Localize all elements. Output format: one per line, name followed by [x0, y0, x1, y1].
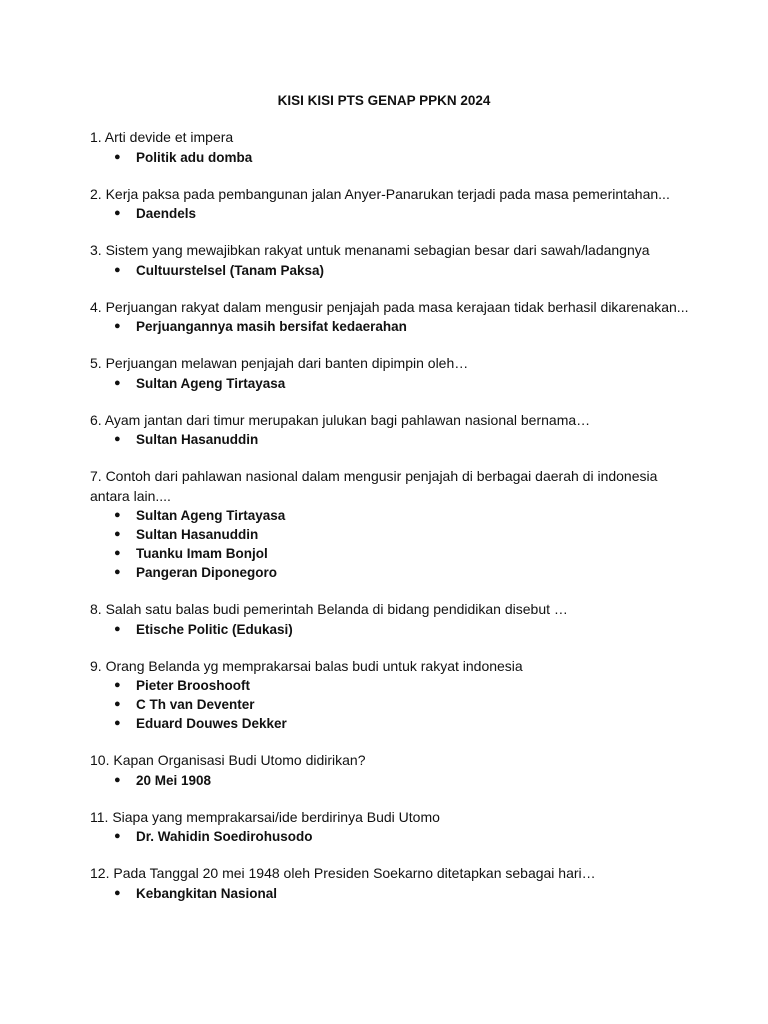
answer-list — [90, 771, 690, 790]
answer-item — [90, 563, 690, 582]
answer-text: Pangeran Diponegoro — [136, 565, 278, 580]
question-item-9 — [90, 657, 690, 734]
bullet-icon: ● — [114, 376, 121, 389]
bullet-icon: ● — [114, 207, 121, 219]
bullet-icon: ● — [114, 698, 121, 710]
answer-text: Kebangkitan Nasional — [136, 885, 278, 901]
question-text: 4. Perjuangan rakyat dalam mengusir penjajah pada masa kerajaan tidak berhasil dikarenakan... — [90, 298, 689, 315]
bullet-icon: ● — [114, 830, 121, 842]
answer-item — [90, 771, 690, 790]
question-item-3 — [90, 241, 690, 280]
bullet-icon: ● — [114, 150, 121, 163]
answer-text: Sultan Ageng Tirtayasa — [136, 508, 286, 523]
answer-text: Tuanku Imam Bonjol — [136, 546, 268, 561]
answer-list — [90, 884, 690, 903]
answer-text: Dr. Wahidin Soedirohusodo — [136, 829, 313, 844]
answer-item — [90, 676, 690, 695]
answer-text: Sultan Hasanuddin — [136, 432, 259, 447]
answer-item — [90, 695, 690, 714]
question-item-12 — [90, 864, 690, 903]
question-text: 7. Contoh dari pahlawan nasional dalam mengusir penjajah di berbagai daerah di indonesia antara lain.... — [90, 468, 658, 504]
question-item-8 — [90, 600, 690, 639]
answer-list — [90, 506, 690, 582]
answer-item — [90, 148, 690, 167]
question-item-1 — [90, 128, 690, 167]
question-text: 12. Pada Tanggal 20 mei 1948 oleh Presiden Soekarno ditetapkan sebagai hari… — [90, 865, 596, 881]
bullet-icon: ● — [114, 886, 121, 899]
question-text: 1. Arti devide et impera — [90, 129, 234, 145]
question-item-4 — [90, 298, 690, 337]
question-text: 6. Ayam jantan dari timur merupakan julukan bagi pahlawan nasional bernama… — [90, 411, 591, 428]
bullet-icon: ● — [114, 622, 121, 635]
question-text: 9. Orang Belanda yg memprakarsai balas budi untuk rakyat indonesia — [90, 657, 523, 674]
question-item-7 — [90, 467, 690, 582]
bullet-icon: ● — [114, 528, 121, 540]
answer-list — [90, 204, 690, 223]
answer-item — [90, 620, 690, 639]
answer-item — [90, 827, 690, 846]
answer-item — [90, 204, 690, 223]
bullet-icon: ● — [114, 433, 121, 445]
answer-text: Sultan Hasanuddin — [136, 527, 259, 542]
answer-item — [90, 884, 690, 903]
answer-list — [90, 827, 690, 846]
answer-item — [90, 525, 690, 544]
answer-item — [90, 261, 690, 280]
question-item-5 — [90, 354, 690, 393]
document-title: KISI KISI PTS GENAP PPKN 2024 — [277, 93, 491, 108]
bullet-icon: ● — [114, 263, 121, 276]
answer-list — [90, 317, 690, 336]
answer-text: Daendels — [136, 206, 197, 221]
answer-list — [90, 620, 690, 639]
answer-item — [90, 374, 690, 393]
question-item-11 — [90, 808, 690, 847]
bullet-icon: ● — [114, 547, 121, 559]
answer-text: 20 Mei 1908 — [136, 772, 212, 788]
bullet-icon: ● — [114, 509, 121, 521]
answer-text: Politik adu domba — [136, 149, 253, 165]
answer-text: Eduard Douwes Dekker — [136, 716, 287, 731]
question-list — [90, 128, 690, 921]
answer-text: Etische Politic (Edukasi) — [136, 621, 293, 637]
question-text: 3. Sistem yang mewajibkan rakyat untuk menanami sebagian besar dari sawah/ladangnya — [90, 242, 650, 258]
question-text: 10. Kapan Organisasi Budi Utomo didirikan? — [90, 752, 366, 768]
answer-text: Cultuurstelsel (Tanam Paksa) — [136, 262, 325, 278]
answer-text: Perjuangannya masih bersifat kedaerahan — [136, 319, 407, 334]
answer-text: C Th van Deventer — [136, 697, 255, 712]
question-item-2 — [90, 185, 690, 224]
answer-list — [90, 374, 690, 393]
question-text: 8. Salah satu balas budi pemerintah Belanda di bidang pendidikan disebut … — [90, 601, 568, 617]
question-item-10 — [90, 751, 690, 790]
question-text: 5. Perjuangan melawan penjajah dari banten dipimpin oleh… — [90, 355, 469, 371]
answer-text: Pieter Brooshooft — [136, 678, 251, 693]
answer-list — [90, 148, 690, 167]
answer-list — [90, 261, 690, 280]
answer-list — [90, 676, 690, 733]
bullet-icon: ● — [114, 773, 121, 786]
answer-text: Sultan Ageng Tirtayasa — [136, 375, 286, 391]
answer-item — [90, 544, 690, 563]
bullet-icon: ● — [114, 679, 121, 691]
bullet-icon: ● — [114, 566, 121, 578]
answer-item — [90, 714, 690, 733]
answer-item — [90, 317, 690, 336]
question-text: 2. Kerja paksa pada pembangunan jalan Anyer-Panarukan terjadi pada masa pemerintahan... — [90, 185, 670, 202]
question-text: 11. Siapa yang memprakarsai/ide berdirinya Budi Utomo — [90, 808, 440, 825]
bullet-icon: ● — [114, 320, 121, 332]
answer-list — [90, 430, 690, 449]
question-item-6 — [90, 411, 690, 450]
answer-item — [90, 506, 690, 525]
answer-item — [90, 430, 690, 449]
bullet-icon: ● — [114, 717, 121, 729]
